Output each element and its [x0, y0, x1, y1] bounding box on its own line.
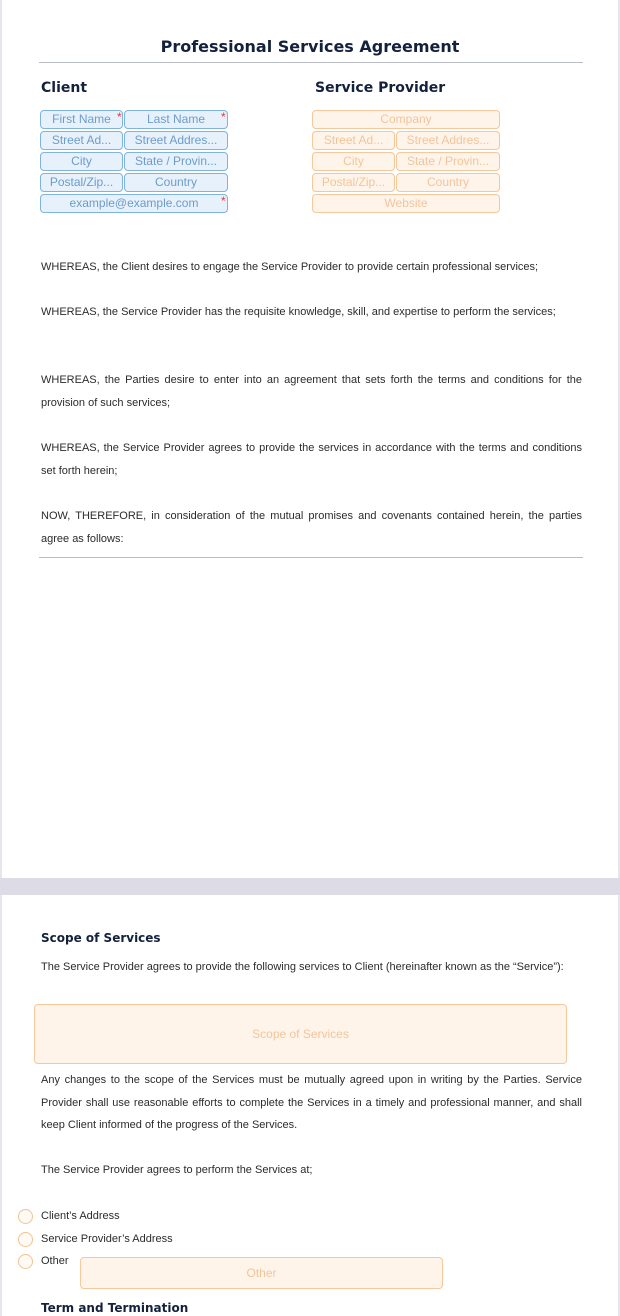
client-street-line1-input[interactable]: Street Ad...	[40, 131, 123, 150]
client-last-name-input[interactable]: Last Name	[124, 110, 228, 129]
radio-label: Other	[41, 1255, 69, 1267]
provider-street-line1-input[interactable]: Street Ad...	[312, 131, 395, 150]
recital-paragraph: WHEREAS, the Client desires to engage the Service Provider to provide certain professional services;	[41, 261, 539, 273]
client-state-input[interactable]: State / Provin...	[124, 152, 228, 171]
provider-company-input[interactable]: Company	[312, 110, 500, 129]
other-location-input[interactable]: Other	[80, 1257, 443, 1289]
radio-label: Client’s Address	[41, 1210, 120, 1222]
radio-label: Service Provider’s Address	[41, 1233, 173, 1245]
section-divider	[39, 557, 583, 558]
page-2	[2, 895, 618, 1316]
recital-paragraph: NOW, THEREFORE, in consideration of the mutual promises and covenants contained herein, the parties agree as follows:	[41, 510, 582, 545]
radio-clients-address[interactable]	[18, 1209, 33, 1224]
title-divider	[39, 62, 583, 63]
required-mark: *	[221, 194, 226, 208]
client-postal-input[interactable]: Postal/Zip...	[40, 173, 123, 192]
provider-postal-input[interactable]: Postal/Zip...	[312, 173, 395, 192]
client-street-line2-input[interactable]: Street Addres...	[124, 131, 228, 150]
recital-paragraph: WHEREAS, the Service Provider agrees to provide the services in accordance with the terms and conditions set forth herein;	[41, 442, 582, 477]
provider-country-input[interactable]: Country	[396, 173, 500, 192]
page-1	[2, 0, 618, 878]
scope-of-services-textarea[interactable]: Scope of Services	[34, 1004, 567, 1064]
radio-other[interactable]	[18, 1254, 33, 1269]
page-break	[0, 878, 620, 895]
provider-state-input[interactable]: State / Provin...	[396, 152, 500, 171]
recital-paragraph: WHEREAS, the Service Provider has the requisite knowledge, skill, and expertise to perform the services;	[41, 306, 556, 318]
location-intro-paragraph: The Service Provider agrees to perform the Services at;	[41, 1164, 313, 1176]
provider-heading: Service Provider	[315, 80, 446, 96]
radio-service-providers-address[interactable]	[18, 1232, 33, 1247]
provider-street-line2-input[interactable]: Street Addres...	[396, 131, 500, 150]
provider-website-input[interactable]: Website	[312, 194, 500, 213]
scope-heading: Scope of Services	[41, 931, 161, 945]
client-heading: Client	[41, 80, 88, 96]
page-title: Professional Services Agreement	[160, 37, 460, 56]
recital-paragraph: WHEREAS, the Parties desire to enter into an agreement that sets forth the terms and conditions for the provision of such services;	[41, 374, 582, 409]
required-mark: *	[221, 110, 226, 124]
client-country-input[interactable]: Country	[124, 173, 228, 192]
term-heading: Term and Termination	[41, 1301, 189, 1315]
provider-city-input[interactable]: City	[312, 152, 395, 171]
required-mark: *	[117, 110, 122, 124]
scope-changes-paragraph: Any changes to the scope of the Services must be mutually agreed upon in writing by the Parties. Service Provider shall use reasonable efforts to complete the Services in a timely and professional manner, and shall keep Client informed of the progress of the Services.	[41, 1074, 582, 1131]
client-email-input[interactable]: example@example.com	[40, 194, 228, 213]
scope-intro-paragraph: The Service Provider agrees to provide the following services to Client (hereinafter known as the “Service”):	[41, 961, 564, 973]
client-city-input[interactable]: City	[40, 152, 123, 171]
client-first-name-input[interactable]: First Name	[40, 110, 123, 129]
